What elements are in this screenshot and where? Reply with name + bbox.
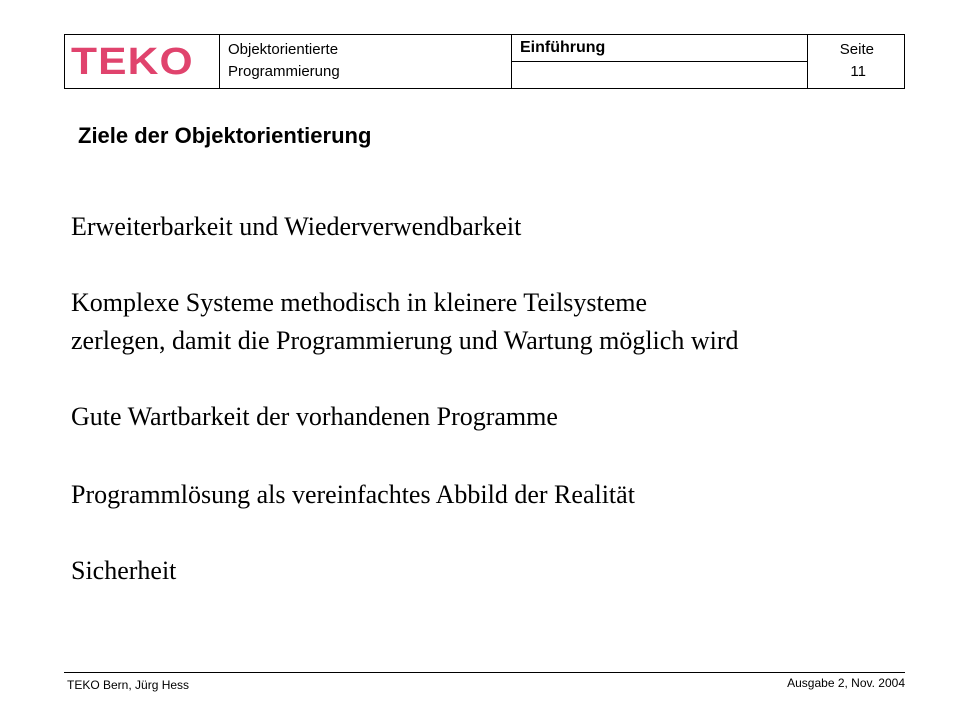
course-title-line-2: Programmierung — [228, 63, 340, 80]
teko-logo: TEKO — [71, 41, 194, 83]
page-number: 11 — [850, 63, 866, 80]
chapter-title: Einführung — [520, 39, 606, 56]
goal-item: Programmlösung als vereinfachtes Abbild der Realität — [71, 480, 635, 509]
goal-item-continuation: zerlegen, damit die Programmierung und Wartung möglich wird — [71, 326, 739, 355]
goal-item: Erweiterbarkeit und Wiederverwendbarkeit — [71, 212, 522, 241]
goal-item: Sicherheit — [71, 556, 177, 585]
page-label: Seite — [839, 41, 874, 58]
footer-author: TEKO Bern, Jürg Hess — [67, 678, 190, 692]
course-cell — [220, 35, 512, 88]
goal-item: Gute Wartbarkeit der vorhandenen Programme — [71, 402, 558, 431]
course-title-line-1: Objektorientierte — [228, 41, 339, 58]
footer-edition: Ausgabe 2, Nov. 2004 — [787, 676, 905, 690]
header-table — [64, 34, 905, 89]
chapter-cell — [512, 35, 808, 88]
logo-cell — [65, 35, 220, 88]
page-cell — [808, 35, 904, 88]
goal-item: Komplexe Systeme methodisch in kleinere Teilsysteme — [71, 288, 648, 317]
footer-divider — [64, 672, 905, 673]
chapter-divider — [512, 61, 807, 62]
slide-title: Ziele der Objektorientierung — [78, 123, 372, 148]
